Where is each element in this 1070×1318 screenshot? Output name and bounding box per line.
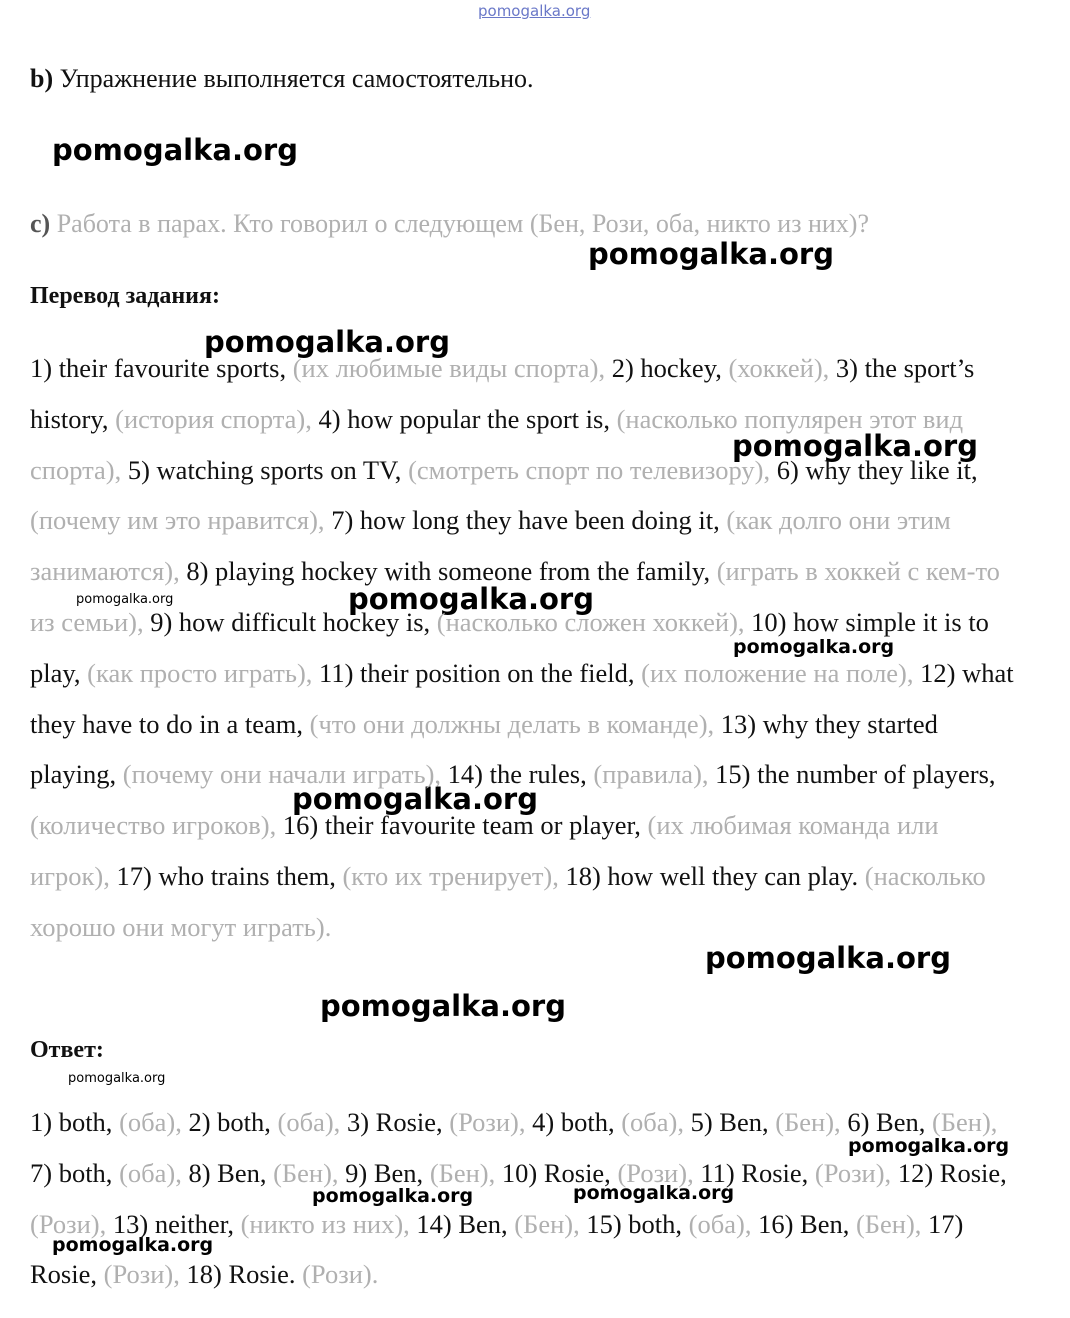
watermark: pomogalka.org [52, 1234, 214, 1256]
item-russian: (почему им это нравится), [30, 505, 332, 536]
item-russian: (правила), [593, 759, 716, 790]
item-russian: (смотреть спорт по телевизору), [408, 454, 777, 485]
item-english: 5) watching sports on TV, [127, 454, 409, 485]
item-english: 9) Ben, [345, 1157, 430, 1188]
item-english: 15) the number of players, [715, 759, 996, 790]
item-english: 8) playing hockey with someone from the family, [186, 556, 717, 587]
item-russian: (Бен), [775, 1107, 848, 1137]
watermark: pomogalka.org [848, 1135, 1010, 1157]
item-russian: (Бен), [273, 1157, 346, 1188]
item-russian: (насколько хорошо они могут играть). [30, 860, 986, 942]
watermark: pomogalka.org [52, 133, 298, 167]
item-russian: (насколько популярен этот вид спорта), [30, 403, 964, 485]
item-russian: (Бен), [855, 1208, 929, 1239]
item-english: 12) what they have to do in a team, [30, 657, 1014, 739]
item-english: 10) Rosie, [501, 1157, 618, 1188]
item-russian: (никто из них), [240, 1208, 417, 1239]
item-english: 7) both, [30, 1157, 120, 1188]
watermark: pomogalka.org [76, 592, 174, 607]
item-russian: (их любимая команда или игрок), [30, 810, 939, 891]
item-english: 13) why they started playing, [30, 708, 938, 790]
item-english: 11) their position on the field, [319, 657, 642, 688]
item-english: 11) Rosie, [700, 1157, 815, 1188]
item-russian: (как просто играть), [87, 657, 320, 688]
item-english: 18) Rosie. [186, 1259, 303, 1290]
item-english: 1) their favourite sports, [30, 353, 293, 383]
watermark: pomogalka.org [573, 1182, 735, 1204]
item-english: 17) who trains them, [116, 860, 343, 891]
item-english: 18) how well they can play. [565, 860, 865, 891]
translation-paragraph [30, 343, 1020, 953]
item-english: 6) Ben, [847, 1107, 932, 1137]
item-english: 5) Ben, [690, 1107, 776, 1137]
item-english: 8) Ben, [188, 1157, 274, 1188]
item-russian: (оба), [277, 1107, 347, 1137]
watermark: pomogalka.org [733, 636, 895, 658]
item-russian: (история спорта), [115, 403, 319, 434]
item-russian: (Рози), [30, 1208, 113, 1239]
item-russian: (как долго они этим занимаются), [30, 505, 951, 587]
item-russian: (Рози), [103, 1259, 187, 1290]
item-english: 2) both, [188, 1107, 278, 1137]
item-russian: (оба), [688, 1208, 759, 1239]
item-russian: (оба), [119, 1107, 189, 1137]
item-english: 3) Rosie, [346, 1107, 450, 1137]
item-english: 10) how simple it is to play, [30, 606, 989, 688]
item-english: 3) the sport’s history, [30, 353, 975, 434]
item-russian: (Бен), [514, 1208, 587, 1239]
section-b-marker: b) [30, 64, 54, 93]
item-russian: (Бен), [429, 1157, 502, 1188]
item-russian: (Рози). [302, 1259, 379, 1290]
item-russian: (их положение на поле), [641, 657, 921, 688]
watermark-top-link[interactable]: pomogalka.org [478, 2, 591, 20]
item-english: 15) both, [586, 1208, 689, 1239]
item-english: 14) the rules, [447, 759, 594, 790]
watermark: pomogalka.org [320, 989, 566, 1023]
item-russian: (оба), [119, 1157, 189, 1188]
item-english: 1) both, [30, 1107, 120, 1137]
item-english: 17) Rosie, [30, 1208, 964, 1290]
section-c-marker: c) [30, 209, 51, 238]
item-russian: (их любимые виды спорта), [292, 353, 612, 383]
item-russian: (что они должны делать в команде), [309, 708, 721, 739]
watermark: pomogalka.org [705, 941, 951, 975]
watermark: pomogalka.org [292, 782, 538, 816]
section-c-text: Работа в парах. Кто говорил о следующем (Бен, Рози, оба, никто из них)? [56, 209, 869, 238]
watermark: pomogalka.org [348, 582, 594, 616]
section-b-text: Упражнение выполняется самостоятельно. [59, 64, 534, 93]
item-english: 16) their favourite team or player, [282, 810, 648, 841]
item-english: 4) how popular the sport is, [318, 403, 617, 434]
item-russian: (кто их тренирует), [342, 860, 566, 891]
item-english: 7) how long they have been doing it, [331, 505, 727, 536]
item-russian: (почему они начали играть), [122, 759, 448, 790]
item-russian: (Бен), [931, 1107, 998, 1137]
item-russian: (насколько сложен хоккей), [436, 606, 752, 637]
item-english: 14) Ben, [416, 1208, 515, 1239]
section-c [30, 209, 869, 239]
translation-heading: Перевод задания: [30, 283, 220, 309]
item-english: 4) both, [532, 1107, 622, 1137]
watermark: pomogalka.org [68, 1071, 166, 1086]
watermark: pomogalka.org [588, 237, 834, 271]
item-english: 16) Ben, [758, 1208, 856, 1239]
item-english: 12) Rosie, [897, 1157, 1007, 1188]
item-russian: (хоккей), [728, 353, 836, 383]
item-english: 13) neither, [112, 1208, 241, 1239]
item-russian: (Рози), [617, 1157, 701, 1188]
watermark: pomogalka.org [312, 1185, 474, 1207]
section-b [30, 64, 534, 94]
item-russian: (количество игроков), [30, 810, 283, 841]
item-russian: (оба), [621, 1107, 691, 1137]
item-english: 2) hockey, [611, 353, 729, 383]
answer-heading: Ответ: [30, 1037, 104, 1063]
item-english: 6) why they like it, [776, 454, 978, 485]
item-russian: (играть в хоккей с кем-то из семьи), [30, 556, 1000, 637]
item-russian: (Рози), [814, 1157, 898, 1188]
item-russian: (Рози), [449, 1107, 533, 1137]
watermark: pomogalka.org [732, 429, 978, 463]
watermark: pomogalka.org [204, 325, 450, 359]
item-english: 9) how difficult hockey is, [150, 606, 437, 637]
answer-paragraph [30, 1097, 1020, 1300]
